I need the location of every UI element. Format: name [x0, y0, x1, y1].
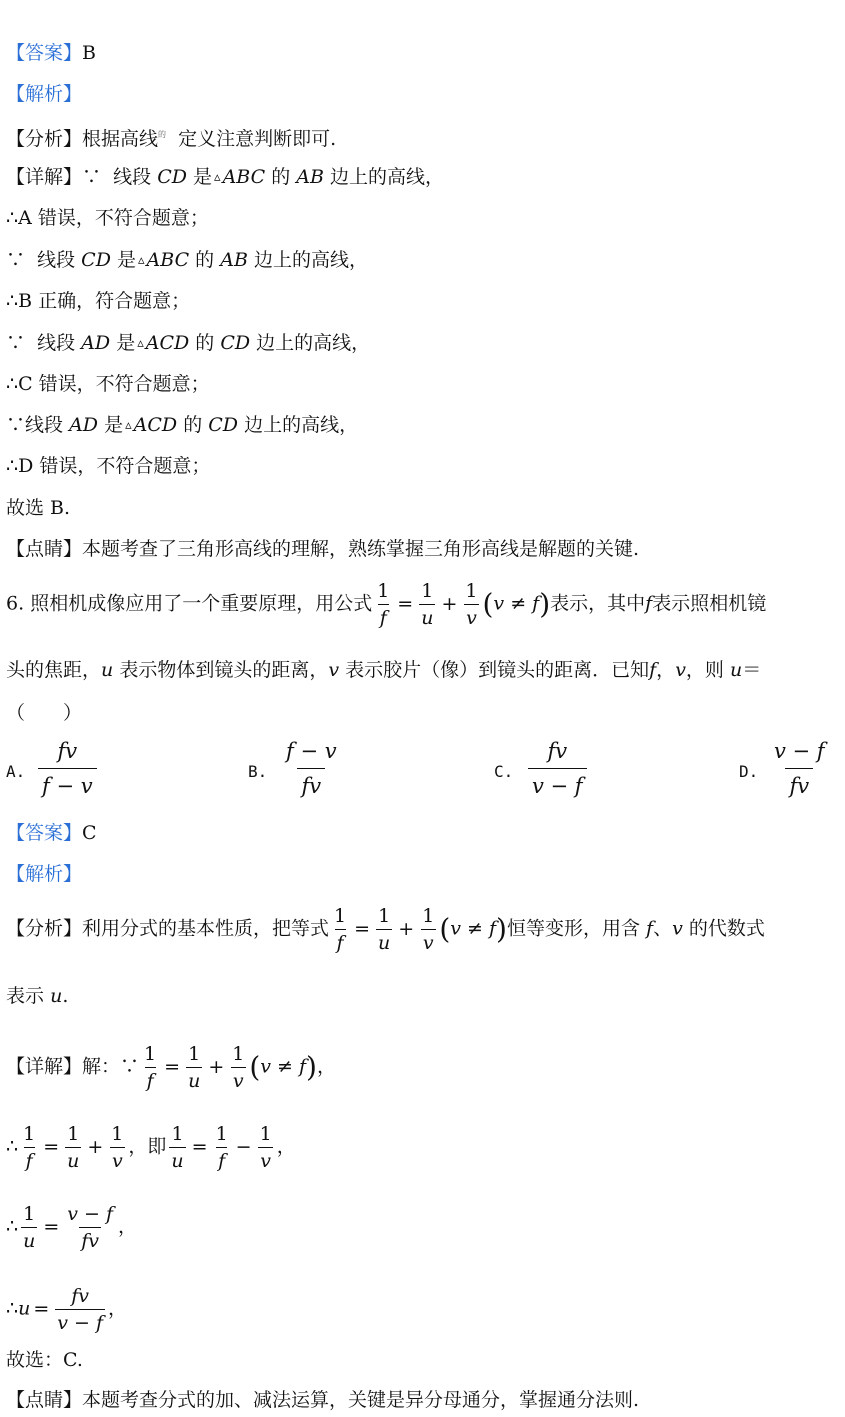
- denominator: f: [378, 604, 389, 629]
- therefore-symbol: ∴: [6, 290, 19, 312]
- triangle-icon: ▵: [125, 418, 132, 433]
- option-d-fraction[interactable]: [770, 738, 829, 799]
- numerator: 1: [422, 905, 435, 927]
- answer-value: B: [82, 42, 96, 64]
- text: 的: [195, 249, 215, 271]
- var-f: f: [646, 917, 654, 940]
- q6-detail-line-4: [6, 1285, 127, 1334]
- fraction: [65, 1123, 81, 1172]
- var-f: f: [649, 659, 657, 681]
- minus: −: [235, 1135, 252, 1158]
- side: AB: [220, 249, 248, 271]
- stem-text: ＝: [742, 659, 762, 681]
- xiangjie-tag: 【详解】: [6, 166, 83, 188]
- fraction: [420, 905, 436, 954]
- fraction: [214, 1123, 230, 1172]
- text: D 错误，不符合题意；: [18, 455, 211, 477]
- stem-text: 照相机成像应用了一个重要原理，用公式: [30, 592, 373, 615]
- numerator: fv: [57, 739, 78, 763]
- denominator: v: [421, 929, 436, 954]
- condition: v ≠ f: [493, 592, 540, 615]
- stem-text: 表示物体到镜头的距离，: [119, 659, 329, 681]
- denominator: f − v: [38, 768, 97, 799]
- var-u: u: [18, 1297, 31, 1320]
- numerator: 1: [232, 1043, 245, 1065]
- numerator: 1: [421, 580, 434, 602]
- text: 的: [271, 166, 291, 188]
- stem-text: 表示，其中: [550, 592, 646, 615]
- comma: ，: [316, 1055, 336, 1078]
- q5-detail-line-8: [6, 453, 210, 479]
- side: AB: [296, 166, 324, 188]
- text: 边上的高线，: [329, 166, 444, 188]
- fenxi-text: 的代数式: [688, 917, 765, 940]
- analysis-tag: 【解析】: [6, 83, 83, 105]
- text: C 错误，不符合题意；: [18, 373, 210, 395]
- var-u: u: [101, 659, 114, 681]
- text: 解：: [82, 1055, 121, 1078]
- denominator: u: [419, 604, 435, 629]
- text: 边上的高线，: [256, 332, 371, 354]
- segment: CD: [157, 166, 187, 188]
- numerator: 1: [188, 1043, 201, 1065]
- because-symbol: ∵: [6, 332, 26, 354]
- triangle-icon: ▵: [214, 170, 221, 185]
- fraction: [142, 1043, 158, 1092]
- fraction: [186, 1043, 202, 1092]
- text: 边上的高线，: [244, 414, 359, 436]
- denominator: u: [21, 1227, 37, 1252]
- q5-analysis-line: [6, 81, 82, 107]
- text: 线段: [113, 166, 152, 188]
- text: 的: [183, 414, 203, 436]
- comma: ，: [118, 1215, 138, 1238]
- therefore-symbol: ∴: [6, 455, 19, 477]
- fenxi-text: 利用分式的基本性质，把等式: [82, 917, 330, 940]
- q5-detail-line-3: [6, 247, 368, 274]
- comma: ，: [128, 1135, 148, 1158]
- numerator: 1: [111, 1123, 124, 1145]
- fraction: [55, 1285, 105, 1334]
- option-c-fraction[interactable]: [528, 738, 587, 799]
- answer-tag: 【答案】: [6, 822, 83, 844]
- numerator: fv: [547, 739, 568, 763]
- period: .: [62, 985, 69, 1007]
- therefore-symbol: ∴: [6, 373, 19, 395]
- fenxi-text: 表示: [6, 985, 45, 1007]
- comma: ，: [276, 1135, 296, 1158]
- condition: v ≠ f: [260, 1055, 307, 1078]
- q5-detail-line-7: [6, 412, 358, 439]
- option-b-fraction[interactable]: [282, 738, 341, 799]
- fraction: [419, 580, 435, 629]
- triangle-icon: ▵: [138, 253, 145, 268]
- fraction: [375, 580, 391, 629]
- denominator: fv: [79, 1227, 101, 1252]
- numerator: fv: [71, 1285, 90, 1307]
- q5-fenxi-line: [6, 122, 336, 152]
- plus: +: [398, 917, 415, 940]
- small-mark: 的: [158, 130, 167, 139]
- option-c-label[interactable]: C.: [494, 762, 514, 781]
- fraction: [463, 580, 479, 629]
- fraction: [258, 1123, 274, 1172]
- stem-text: 表示照相机镜: [652, 592, 767, 615]
- denominator: v: [464, 604, 479, 629]
- because-symbol: ∵: [82, 166, 102, 188]
- numerator: 1: [23, 1123, 36, 1145]
- var-v: v: [328, 659, 340, 681]
- q6-blank-line: [6, 700, 82, 726]
- denominator: fv: [785, 768, 813, 799]
- q6-stem-line-2: [6, 657, 761, 683]
- denominator: f: [335, 929, 346, 954]
- fraction: [21, 1203, 37, 1252]
- fenxi-text: 、: [653, 917, 673, 940]
- text: 是: [193, 166, 213, 188]
- q6-detail-line-3: [6, 1203, 137, 1252]
- numerator: v − f: [774, 739, 825, 763]
- option-a-fraction[interactable]: [38, 738, 97, 799]
- numerator: 1: [378, 905, 391, 927]
- comma: ，: [108, 1297, 128, 1320]
- choose-text: 故选 B.: [6, 497, 71, 519]
- analysis-tag: 【解析】: [6, 863, 83, 885]
- text: B 正确，符合题意；: [18, 290, 191, 312]
- condition: v ≠ f: [450, 917, 497, 940]
- plus: +: [208, 1055, 225, 1078]
- q6-choose-line: [6, 1347, 83, 1373]
- stem-text: 头的焦距，: [6, 659, 102, 681]
- q6-answer-line: [6, 820, 97, 846]
- fenxi-tag: 【分析】: [6, 917, 83, 940]
- numerator: 1: [144, 1043, 157, 1065]
- segment: CD: [81, 249, 111, 271]
- answer-tag: 【答案】: [6, 42, 83, 64]
- denominator: v − f: [55, 1309, 105, 1334]
- fraction: [169, 1123, 185, 1172]
- q6-detail-line-2: [6, 1123, 296, 1172]
- q6-fenxi-line-2: [6, 983, 68, 1009]
- text: 是: [104, 414, 124, 436]
- side: CD: [208, 414, 239, 436]
- because-symbol: ∵: [120, 1055, 140, 1078]
- denominator: u: [376, 929, 392, 954]
- fraction: [332, 905, 348, 954]
- because-symbol: ∵: [6, 414, 26, 436]
- text: 是: [116, 332, 136, 354]
- fraction: [376, 905, 392, 954]
- plus: +: [87, 1135, 104, 1158]
- text: 边上的高线，: [253, 249, 368, 271]
- equals: =: [43, 1215, 60, 1238]
- text: A 错误，不符合题意；: [18, 207, 209, 229]
- side: CD: [220, 332, 251, 354]
- triangle-icon: ▵: [137, 336, 144, 351]
- denominator: u: [186, 1067, 202, 1092]
- choose-text: 故选：C.: [6, 1349, 83, 1371]
- numerator: f − v: [286, 739, 337, 763]
- because-symbol: ∵: [6, 249, 26, 271]
- denominator: v: [231, 1067, 246, 1092]
- var-v: v: [675, 659, 686, 681]
- q6-dianjing-line: [6, 1387, 639, 1413]
- fenxi-tag: 【分析】: [6, 128, 83, 150]
- answer-blank: （ ）: [6, 702, 83, 724]
- segment: AD: [81, 332, 111, 354]
- text: 即: [147, 1135, 167, 1158]
- q5-detail-line-6: [6, 371, 210, 397]
- option-d-label[interactable]: D.: [739, 762, 759, 781]
- fraction: [65, 1203, 115, 1252]
- therefore-symbol: ∴: [6, 1215, 19, 1238]
- segment: AD: [69, 414, 99, 436]
- q6-fenxi-line: 【分析】利用分式的基本性质，把等式 $\frac{1}{f}$ = $\frac{1}{u}$ + $\frac{1}{v}$ (v ≠ f)恒等变形，用含 f、v 的代数式: [6, 905, 765, 954]
- denominator: f: [145, 1067, 156, 1092]
- equals: =: [191, 1135, 208, 1158]
- triangle-name: ACD: [133, 414, 178, 436]
- denominator: v: [110, 1147, 125, 1172]
- numerator: 1: [215, 1123, 228, 1145]
- xiangjie-tag: 【详解】: [6, 1055, 83, 1078]
- stem-text: 表示胶片（像）到镜头的距离．已知: [345, 659, 650, 681]
- fraction: [109, 1123, 125, 1172]
- text: 线段: [37, 332, 76, 354]
- dianjing-text: 本题考查了三角形高线的理解，熟练掌握三角形高线是解题的关键.: [82, 538, 640, 560]
- numerator: 1: [334, 905, 347, 927]
- triangle-name: ACD: [145, 332, 190, 354]
- q5-detail-line-2: [6, 205, 209, 231]
- var-f: f: [645, 592, 653, 615]
- numerator: 1: [377, 580, 390, 602]
- equals: =: [33, 1297, 50, 1320]
- numerator: 1: [171, 1123, 184, 1145]
- numerator: 1: [259, 1123, 272, 1145]
- question-number: 6.: [6, 592, 25, 615]
- numerator: 1: [67, 1123, 80, 1145]
- equals: =: [354, 917, 371, 940]
- dianjing-tag: 【点睛】: [6, 538, 83, 560]
- denominator: u: [169, 1147, 185, 1172]
- stem-text: ，则: [685, 659, 724, 681]
- dianjing-tag: 【点睛】: [6, 1389, 83, 1411]
- denominator: u: [65, 1147, 81, 1172]
- denominator: f: [24, 1147, 35, 1172]
- q5-choose-line: [6, 495, 70, 521]
- option-b-label[interactable]: B.: [248, 762, 268, 781]
- fraction: [21, 1123, 37, 1172]
- stem-text: ，: [656, 659, 676, 681]
- var-v: v: [672, 917, 683, 940]
- q5-detail-line-1: [6, 164, 444, 191]
- plus: +: [441, 592, 458, 615]
- therefore-symbol: ∴: [6, 1135, 19, 1158]
- var-u: u: [50, 985, 63, 1007]
- triangle-name: ABC: [222, 166, 266, 188]
- numerator: v − f: [67, 1203, 114, 1225]
- denominator: f: [216, 1147, 227, 1172]
- therefore-symbol: ∴: [6, 207, 19, 229]
- text: 线段: [25, 414, 64, 436]
- answer-value: C: [82, 822, 97, 844]
- q6-stem-line-1: 6. 照相机成像应用了一个重要原理，用公式 $\frac{1}{f}$ = $\frac{1}{u}$ + $\frac{1}{v}$ (v ≠ f)表示，其中f表示照相机镜: [6, 580, 767, 629]
- denominator: v − f: [528, 768, 587, 799]
- var-u: u: [729, 659, 743, 681]
- dianjing-text: 本题考查分式的加、减法运算，关键是异分母通分，掌握通分法则.: [82, 1389, 640, 1411]
- denominator: fv: [297, 768, 325, 799]
- q6-detail-line-1: 【详解】解：∵ $\frac{1}{f}$ = $\frac{1}{u}$ + $\frac{1}{v}$ (v ≠ f)，: [6, 1043, 336, 1092]
- text: 的: [195, 332, 215, 354]
- therefore-symbol: ∴: [6, 1297, 19, 1320]
- equals: =: [43, 1135, 60, 1158]
- fenxi-text-end: 定义注意判断即可.: [178, 128, 337, 150]
- denominator: v: [258, 1147, 273, 1172]
- q5-answer-line: [6, 40, 96, 66]
- triangle-name: ABC: [146, 249, 190, 271]
- text: 是: [117, 249, 137, 271]
- fraction: [230, 1043, 246, 1092]
- equals: =: [397, 592, 414, 615]
- equals: =: [164, 1055, 181, 1078]
- option-a-label[interactable]: A.: [6, 762, 26, 781]
- q5-dianjing-line: [6, 536, 639, 562]
- text: 线段: [37, 249, 76, 271]
- q6-analysis-line: [6, 861, 82, 887]
- numerator: 1: [465, 580, 478, 602]
- q5-detail-line-5: [6, 330, 370, 357]
- q5-detail-line-4: [6, 288, 190, 314]
- numerator: 1: [23, 1203, 36, 1225]
- fenxi-text: 恒等变形，用含: [506, 917, 640, 940]
- fenxi-text: 根据高线: [82, 128, 159, 150]
